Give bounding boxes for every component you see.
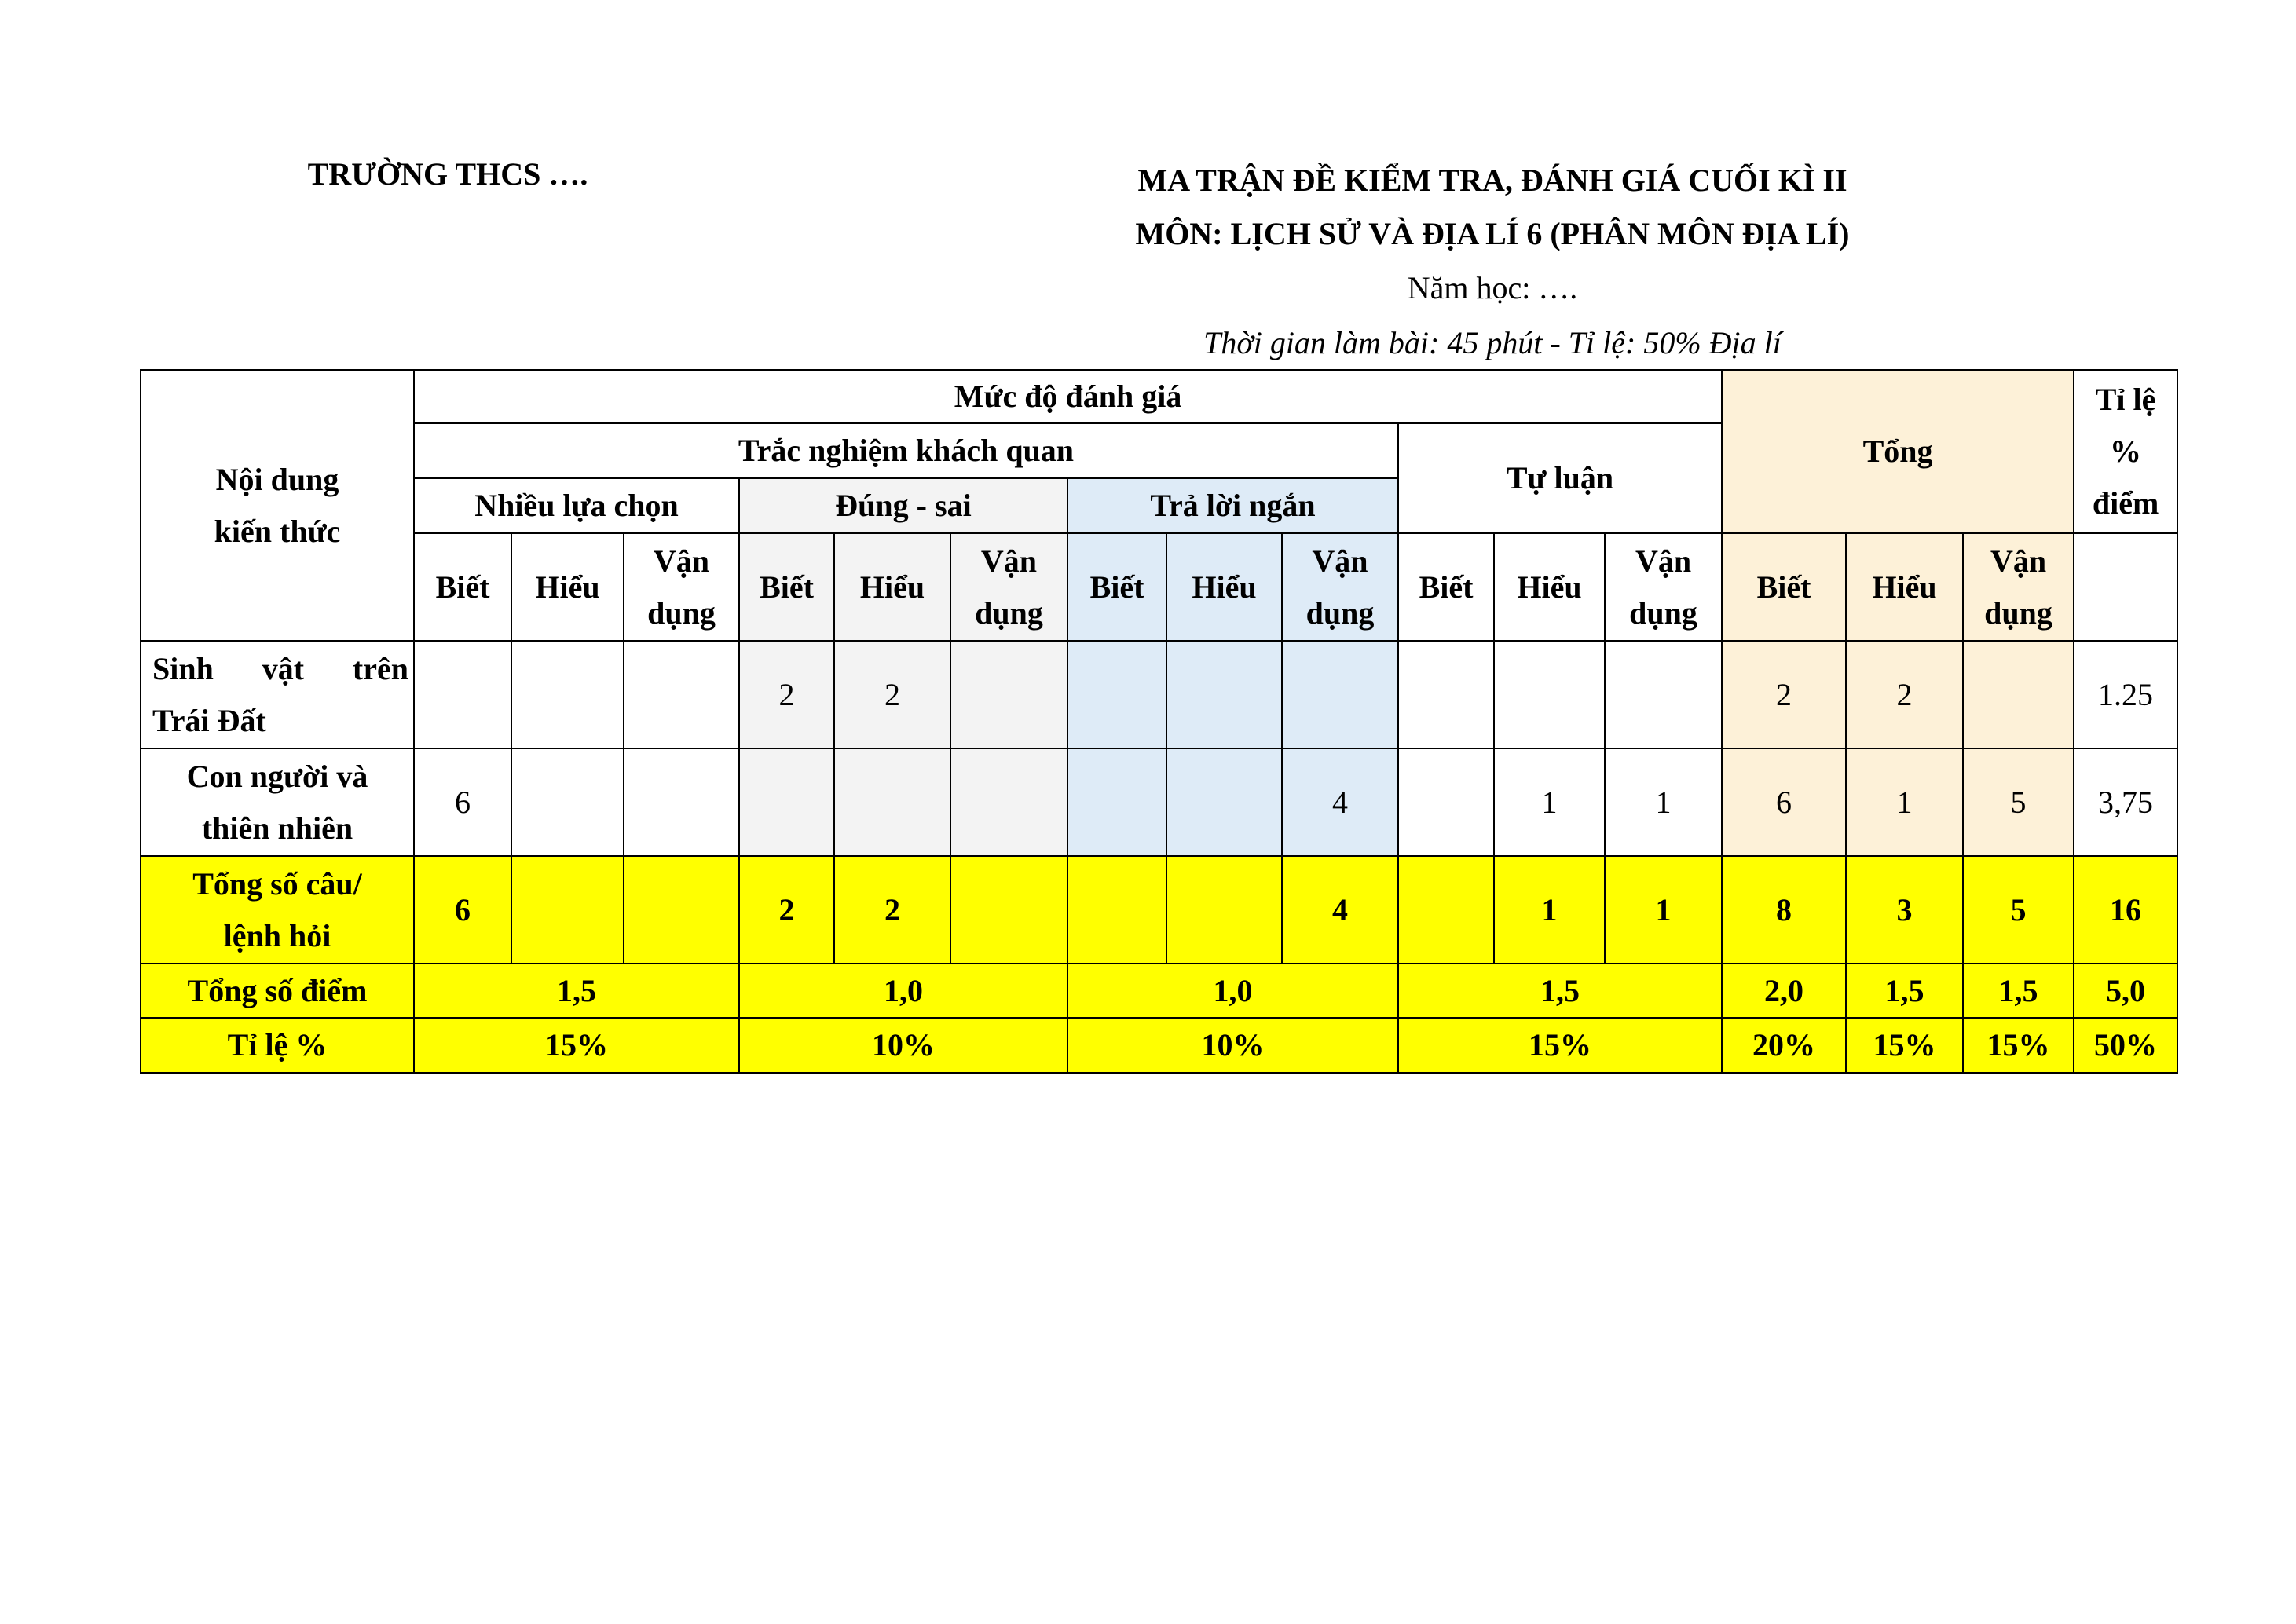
- row-label-sinh-vat: [141, 641, 414, 748]
- table-cell: 2: [834, 856, 950, 964]
- row-label-line2: thiên nhiên: [201, 810, 353, 846]
- table-cell: [1166, 641, 1282, 748]
- table-cell: [1605, 641, 1722, 748]
- percent-header-line3: điểm: [2092, 485, 2159, 521]
- nlc-biet-header: Biết: [414, 533, 511, 641]
- label-word: Sinh: [152, 650, 214, 686]
- table-cell: 10%: [739, 1018, 1067, 1073]
- table-row: [141, 748, 2177, 856]
- table-cell: 16: [2074, 856, 2177, 964]
- table-cell: 5,0: [2074, 964, 2177, 1018]
- exam-duration: Thời gian làm bài: 45 phút - Tỉ lệ: 50% Địa lí: [1203, 325, 1782, 360]
- row-label-line2: Trái Đất: [152, 702, 266, 738]
- table-cell: [511, 856, 624, 964]
- table-cell: 4: [1282, 748, 1398, 856]
- tln-vandung-header: [1282, 533, 1398, 641]
- true-false-header: Đúng - sai: [739, 478, 1067, 533]
- row-label-con-nguoi: [141, 748, 414, 856]
- total-points-row: [141, 964, 2177, 1018]
- table-cell: 10%: [1067, 1018, 1398, 1073]
- van-text: Vận: [653, 543, 710, 579]
- nlc-hieu-header: Hiểu: [511, 533, 624, 641]
- total-header: Tổng: [1722, 370, 2074, 533]
- dung-text: dụng: [975, 594, 1043, 631]
- content-header: [141, 370, 414, 641]
- percent-blank-header: [2074, 533, 2177, 641]
- table-cell: 8: [1722, 856, 1846, 964]
- percent-header-line1: Tỉ lệ: [2095, 382, 2156, 417]
- table-cell: 1: [1494, 856, 1605, 964]
- label-word: vật: [262, 650, 305, 686]
- table-cell: 3: [1846, 856, 1963, 964]
- table-cell: [624, 641, 739, 748]
- table-cell: 1,5: [1398, 964, 1722, 1018]
- table-cell: [739, 748, 834, 856]
- multiple-choice-header: Nhiều lựa chọn: [414, 478, 739, 533]
- essay-header: Tự luận: [1398, 423, 1722, 533]
- table-cell: [1067, 748, 1166, 856]
- table-cell: [950, 748, 1067, 856]
- table-cell: 3,75: [2074, 748, 2177, 856]
- table-cell: [624, 856, 739, 964]
- table-cell: 2: [1722, 641, 1846, 748]
- total-biet-header: Biết: [1722, 533, 1846, 641]
- table-cell: 1,0: [739, 964, 1067, 1018]
- table-cell: 1: [1494, 748, 1605, 856]
- table-cell: [1398, 856, 1494, 964]
- table-cell: 5: [1963, 748, 2074, 856]
- table-cell: 2: [739, 856, 834, 964]
- percent-header-line2: %: [2110, 433, 2142, 469]
- van-text: Vận: [1990, 543, 2047, 579]
- table-cell: 6: [414, 856, 511, 964]
- ds-vandung-header: [950, 533, 1067, 641]
- van-text: Vận: [1312, 543, 1368, 579]
- table-cell: 1: [1605, 748, 1722, 856]
- table-cell: [1282, 641, 1398, 748]
- tl-biet-header: Biết: [1398, 533, 1494, 641]
- table-cell: 5: [1963, 856, 2074, 964]
- table-cell: 15%: [414, 1018, 739, 1073]
- tl-vandung-header: [1605, 533, 1722, 641]
- table-cell: 2: [739, 641, 834, 748]
- short-answer-header: Trả lời ngắn: [1067, 478, 1398, 533]
- percent-row: [141, 1018, 2177, 1073]
- tln-hieu-header: Hiểu: [1166, 533, 1282, 641]
- table-cell: [1166, 856, 1282, 964]
- nlc-vandung-header: [624, 533, 739, 641]
- content-header-line1: Nội dung: [215, 461, 339, 497]
- van-text: Vận: [980, 543, 1038, 579]
- dung-text: dụng: [1984, 594, 2052, 631]
- table-cell: 1,5: [1963, 964, 2074, 1018]
- school-name: TRƯỜNG THCS ….: [307, 156, 588, 192]
- table-cell: [624, 748, 739, 856]
- row-label-line1: [152, 643, 408, 695]
- table-cell: [950, 856, 1067, 964]
- label-word: trên: [352, 650, 408, 686]
- table-cell: 50%: [2074, 1018, 2177, 1073]
- tl-hieu-header: Hiểu: [1494, 533, 1605, 641]
- table-cell: [1166, 748, 1282, 856]
- total-questions-row: [141, 856, 2177, 964]
- table-cell: 1,5: [414, 964, 739, 1018]
- total-questions-label: [141, 856, 414, 964]
- assessment-level-header: Mức độ đánh giá: [414, 370, 1722, 423]
- document-header: [1056, 154, 1928, 371]
- table-cell: [414, 641, 511, 748]
- table-cell: 20%: [1722, 1018, 1846, 1073]
- table-cell: 1.25: [2074, 641, 2177, 748]
- table-cell: 1,5: [1846, 964, 1963, 1018]
- label-line2: lệnh hỏi: [223, 917, 331, 953]
- table-cell: 15%: [1398, 1018, 1722, 1073]
- table-cell: [1067, 856, 1166, 964]
- table-cell: [834, 748, 950, 856]
- ds-biet-header: Biết: [739, 533, 834, 641]
- table-cell: [511, 748, 624, 856]
- objective-test-header: Trắc nghiệm khách quan: [414, 423, 1398, 478]
- table-cell: [1067, 641, 1166, 748]
- table-cell: 4: [1282, 856, 1398, 964]
- table-cell: 15%: [1846, 1018, 1963, 1073]
- table-row: [141, 641, 2177, 748]
- percent-label: Tỉ lệ %: [141, 1018, 414, 1073]
- table-cell: 1,0: [1067, 964, 1398, 1018]
- school-year: Năm học: ….: [1407, 270, 1578, 305]
- table-cell: [1398, 641, 1494, 748]
- tln-biet-header: Biết: [1067, 533, 1166, 641]
- label-line1: Tổng số câu/: [192, 865, 362, 902]
- document-title: MA TRẬN ĐỀ KIỂM TRA, ĐÁNH GIÁ CUỐI KÌ II: [1137, 163, 1847, 198]
- dung-text: dụng: [1305, 594, 1375, 631]
- row-label-line1: Con người và: [186, 758, 368, 794]
- table-cell: [1494, 641, 1605, 748]
- dung-text: dụng: [1629, 594, 1697, 631]
- table-cell: 15%: [1963, 1018, 2074, 1073]
- table-cell: 1: [1846, 748, 1963, 856]
- van-text: Vận: [1635, 543, 1692, 579]
- document-subject: MÔN: LỊCH SỬ VÀ ĐỊA LÍ 6 (PHÂN MÔN ĐỊA LÍ): [1135, 216, 1850, 251]
- header-row-4: [141, 533, 2177, 641]
- table-cell: 1: [1605, 856, 1722, 964]
- table-cell: 2,0: [1722, 964, 1846, 1018]
- dung-text: dụng: [647, 594, 716, 631]
- table-cell: 6: [1722, 748, 1846, 856]
- total-points-label: Tổng số điểm: [141, 964, 414, 1018]
- table-cell: [950, 641, 1067, 748]
- table-cell: 6: [414, 748, 511, 856]
- percent-points-header: [2074, 370, 2177, 533]
- total-hieu-header: Hiểu: [1846, 533, 1963, 641]
- table-cell: [1963, 641, 2074, 748]
- table-cell: 2: [1846, 641, 1963, 748]
- table-cell: [511, 641, 624, 748]
- assessment-matrix-table: [140, 369, 2178, 1074]
- header-row-1: [141, 370, 2177, 423]
- ds-hieu-header: Hiểu: [834, 533, 950, 641]
- table-cell: [1398, 748, 1494, 856]
- total-vandung-header: [1963, 533, 2074, 641]
- table-cell: 2: [834, 641, 950, 748]
- content-header-line2: kiến thức: [214, 513, 341, 549]
